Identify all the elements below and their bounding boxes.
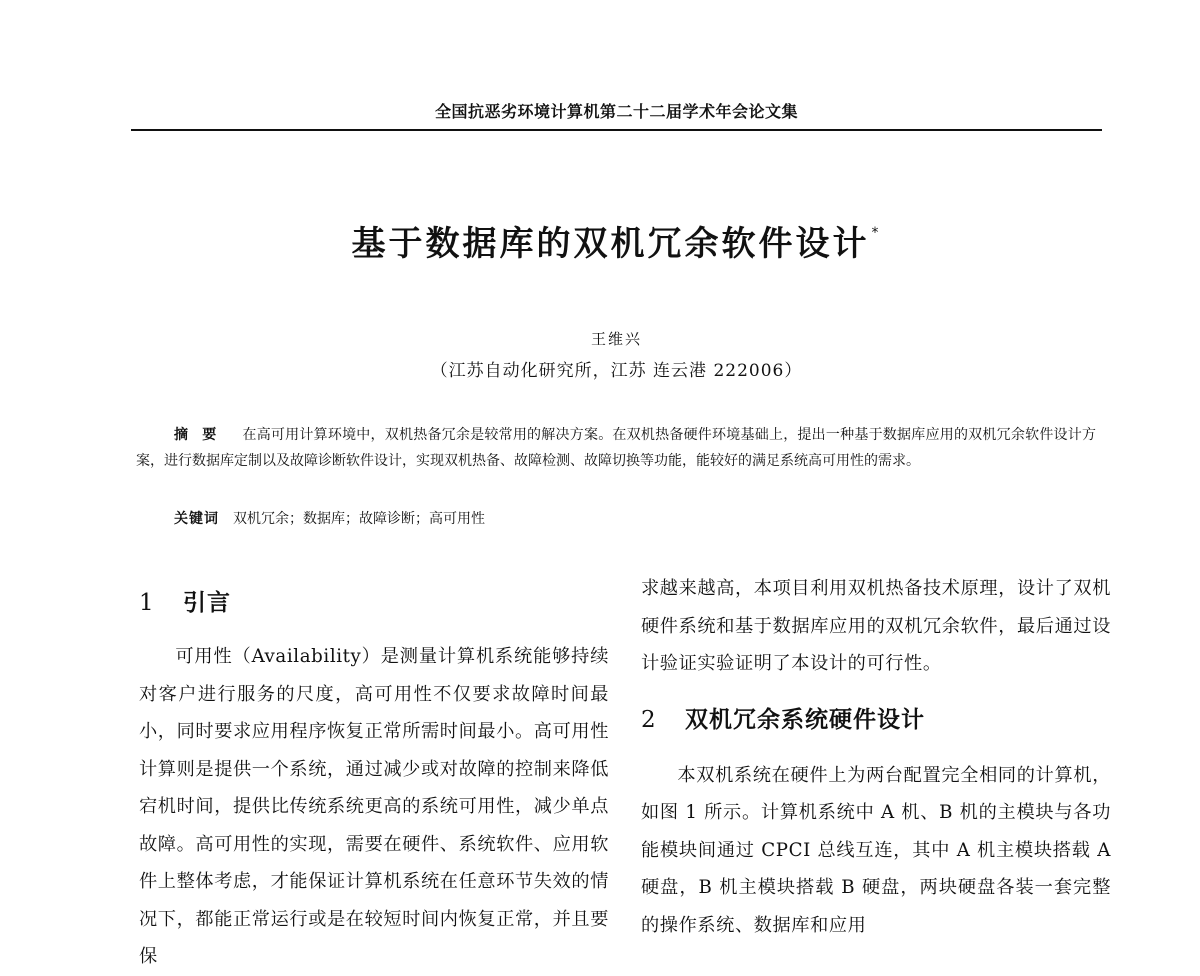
paragraph-intro: 可用性（Availability）是测量计算机系统能够持续对客户进行服务的尺度，高可用性不仅要求故障时间最小，同时要求应用程序恢复正常所需时间最小。高可用性计算则是提供一个系统，通过减少或对故障的控制来降低宕机时间，提供比传统系统更高的系统可用性，减少单点故障。高可用性的实现，需要在硬件、系统软件、应用软件上整体考虑，才能保证计算机系统在任意环节失效的情况下，都能正常运行或是在较短时间内恢复正常，并且要保: [139, 646, 609, 967]
section-number: 1: [139, 590, 155, 617]
paragraph-hardware: 本双机系统在硬件上为两台配置完全相同的计算机，如图 1 所示。计算机系统中 A 机、B 机的主模块与各功能模块间通过 CPCI 总线互连，其中 A 机主模块搭载 A 硬盘，B 机主模块搭载 B 硬盘，两块硬盘各装一套完整的操作系统、数据库和应用: [641, 764, 1111, 936]
title-footnote-mark: *: [871, 225, 882, 241]
section-title: 引言: [183, 590, 231, 617]
section-title: 双机冗余系统硬件设计: [685, 706, 925, 733]
abstract: [136, 422, 1096, 474]
running-head: 全国抗恶劣环境计算机第二十二届学术年会论文集: [434, 102, 798, 121]
header-rule: [131, 129, 1102, 131]
abstract-text: 在高可用计算环境中，双机热备冗余是较常用的解决方案。在双机热备硬件环境基础上，提出一种基于数据库应用的双机冗余软件设计方案，进行数据库定制以及故障诊断软件设计，实现双机热备、故障检测、故障切换等功能，能较好的满足系统高可用性的需求。: [136, 427, 1097, 469]
right-column: [641, 570, 1111, 944]
paper-title: [131, 216, 1102, 265]
section-heading-2: [641, 699, 1111, 743]
left-column: [139, 570, 609, 976]
section-number: 2: [641, 706, 657, 733]
paragraph-intro-continued: 求越来越高，本项目利用双机热备技术原理，设计了双机硬件系统和基于数据库应用的双机冗余软件，最后通过设计验证实验证明了本设计的可行性。: [641, 578, 1111, 674]
keywords: [174, 508, 485, 528]
keywords-text: 双机冗余；数据库；故障诊断；高可用性: [233, 511, 485, 527]
keywords-label: 关键词: [174, 511, 219, 527]
abstract-label: 摘要: [174, 427, 231, 443]
section-heading-1: [139, 582, 609, 626]
affiliation: （江苏自动化研究所，江苏 连云港 222006）: [430, 361, 803, 381]
author: 王维兴: [590, 330, 642, 348]
paper-title-text: 基于数据库的双机冗余软件设计: [351, 224, 870, 264]
